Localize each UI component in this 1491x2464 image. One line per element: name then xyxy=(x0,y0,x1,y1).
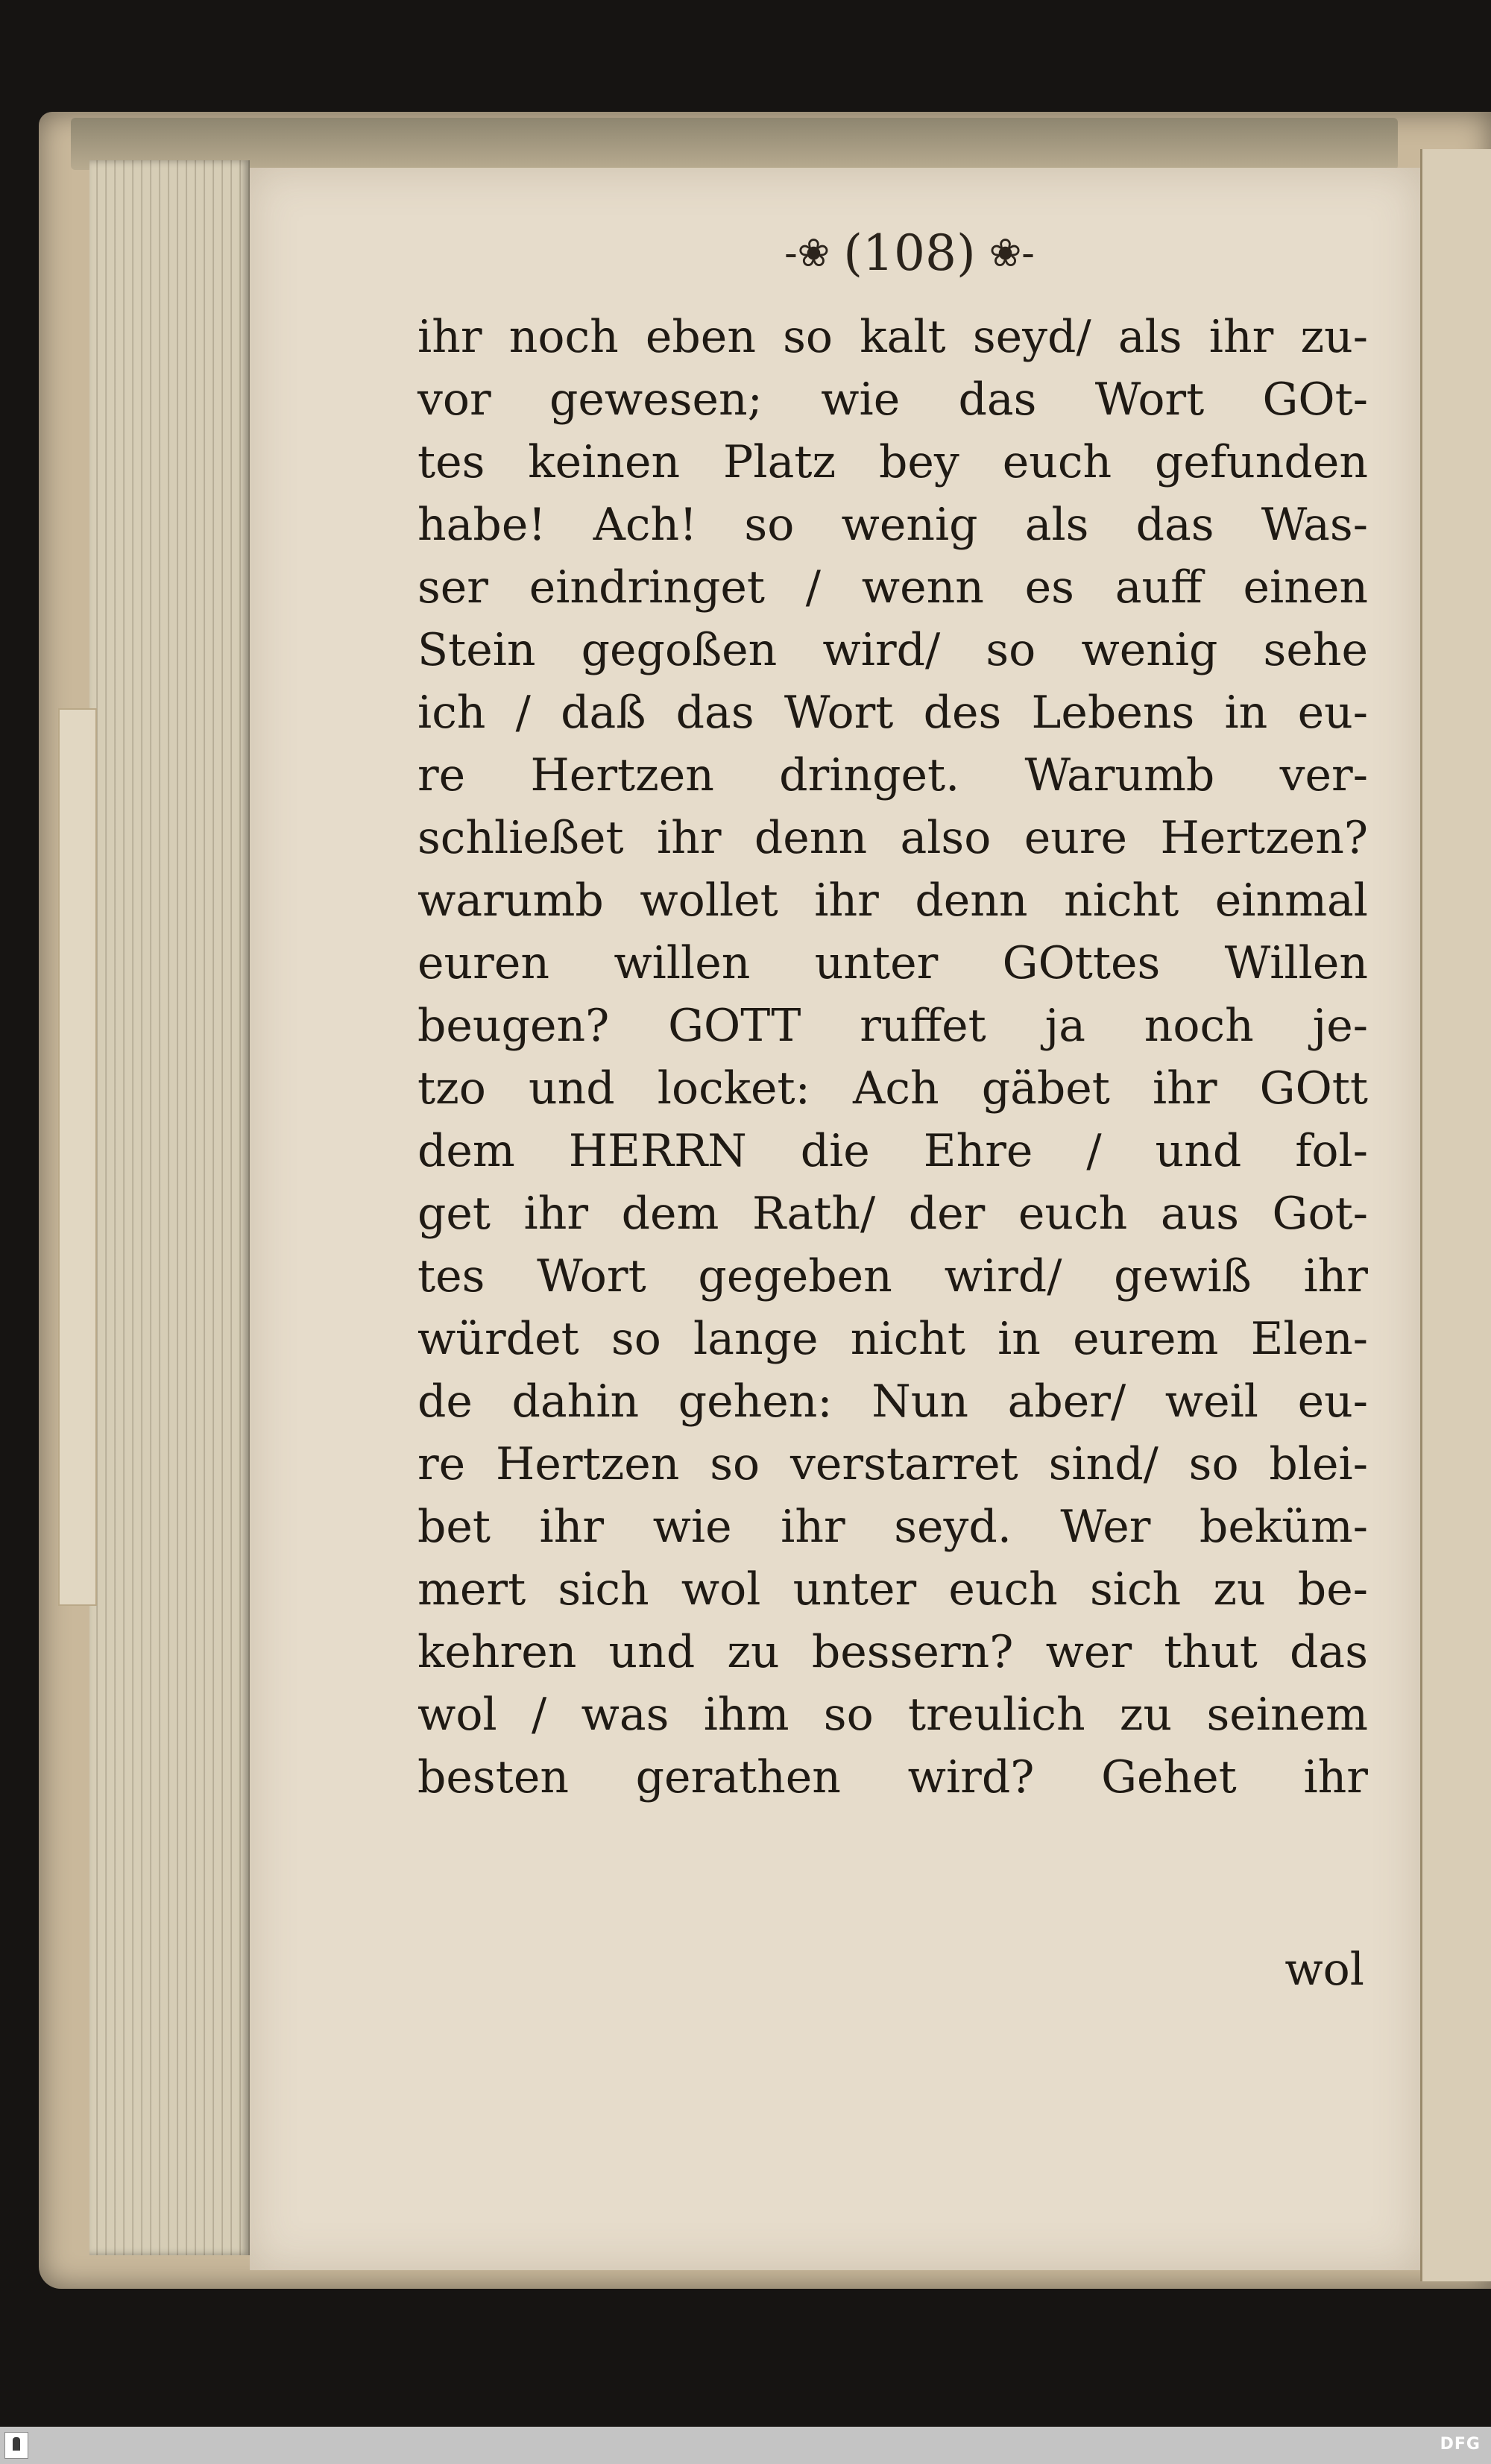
text-line: vor gewesen; wie das Wort GOt- xyxy=(417,374,1368,426)
text-line: bet ihr wie ihr seyd. Wer beküm- xyxy=(417,1501,1368,1553)
ornament-right-icon: ❀- xyxy=(989,231,1035,276)
text-line: ich / daß das Wort des Lebens in eu- xyxy=(417,687,1368,739)
body-text xyxy=(417,306,1368,1809)
page-stack-edge xyxy=(89,160,250,2255)
text-line: schließet ihr denn also eure Hertzen? xyxy=(417,812,1368,864)
text-line: besten gerathen wird? Gehet ihr xyxy=(417,1751,1368,1803)
text-line: euren willen unter GOttes Willen xyxy=(417,937,1368,989)
text-line: dem HERRN die Ehre / und fol- xyxy=(417,1125,1368,1177)
dfg-logo: DFG xyxy=(1440,2435,1481,2454)
text-line: wol / was ihm so treulich zu seinem xyxy=(417,1689,1368,1741)
text-line: ser eindringet / wenn es auff einen xyxy=(417,561,1368,614)
text-line: tzo und locket: Ach gäbet ihr GOtt xyxy=(417,1062,1368,1115)
text-line: kehren und zu bessern? wer thut das xyxy=(417,1626,1368,1678)
text-line: tes keinen Platz bey euch gefunden xyxy=(417,436,1368,488)
text-line: mert sich wol unter euch sich zu be- xyxy=(417,1563,1368,1616)
text-line: de dahin gehen: Nun aber/ weil eu- xyxy=(417,1376,1368,1428)
catchword: wol xyxy=(1284,1944,1364,1996)
book-top-edge xyxy=(71,118,1398,170)
text-line: ihr noch eben so kalt seyd/ als ihr zu- xyxy=(417,311,1368,363)
text-line: re Hertzen so verstarret sind/ so blei- xyxy=(417,1438,1368,1490)
library-logo-icon xyxy=(4,2432,28,2459)
page-number: (108) xyxy=(843,224,976,282)
text-line: re Hertzen dringet. Warumb ver- xyxy=(417,749,1368,801)
text-line: würdet so lange nicht in eurem Elen- xyxy=(417,1313,1368,1365)
facing-page-edge xyxy=(1420,149,1491,2281)
page-header xyxy=(701,224,1118,283)
text-line: beugen? GOTT ruffet ja noch je- xyxy=(417,1000,1368,1052)
text-line: habe! Ach! so wenig als das Was- xyxy=(417,499,1368,551)
bookmark-strip xyxy=(58,708,97,1606)
text-line: warumb wollet ihr denn nicht einmal xyxy=(417,875,1368,927)
viewer-footer-bar xyxy=(0,2427,1491,2464)
text-line: tes Wort gegeben wird/ gewiß ihr xyxy=(417,1250,1368,1302)
text-line: get ihr dem Rath/ der euch aus Got- xyxy=(417,1188,1368,1240)
ornament-left-icon: -❀ xyxy=(784,231,830,276)
text-line: Stein gegoßen wird/ so wenig sehe xyxy=(417,624,1368,676)
